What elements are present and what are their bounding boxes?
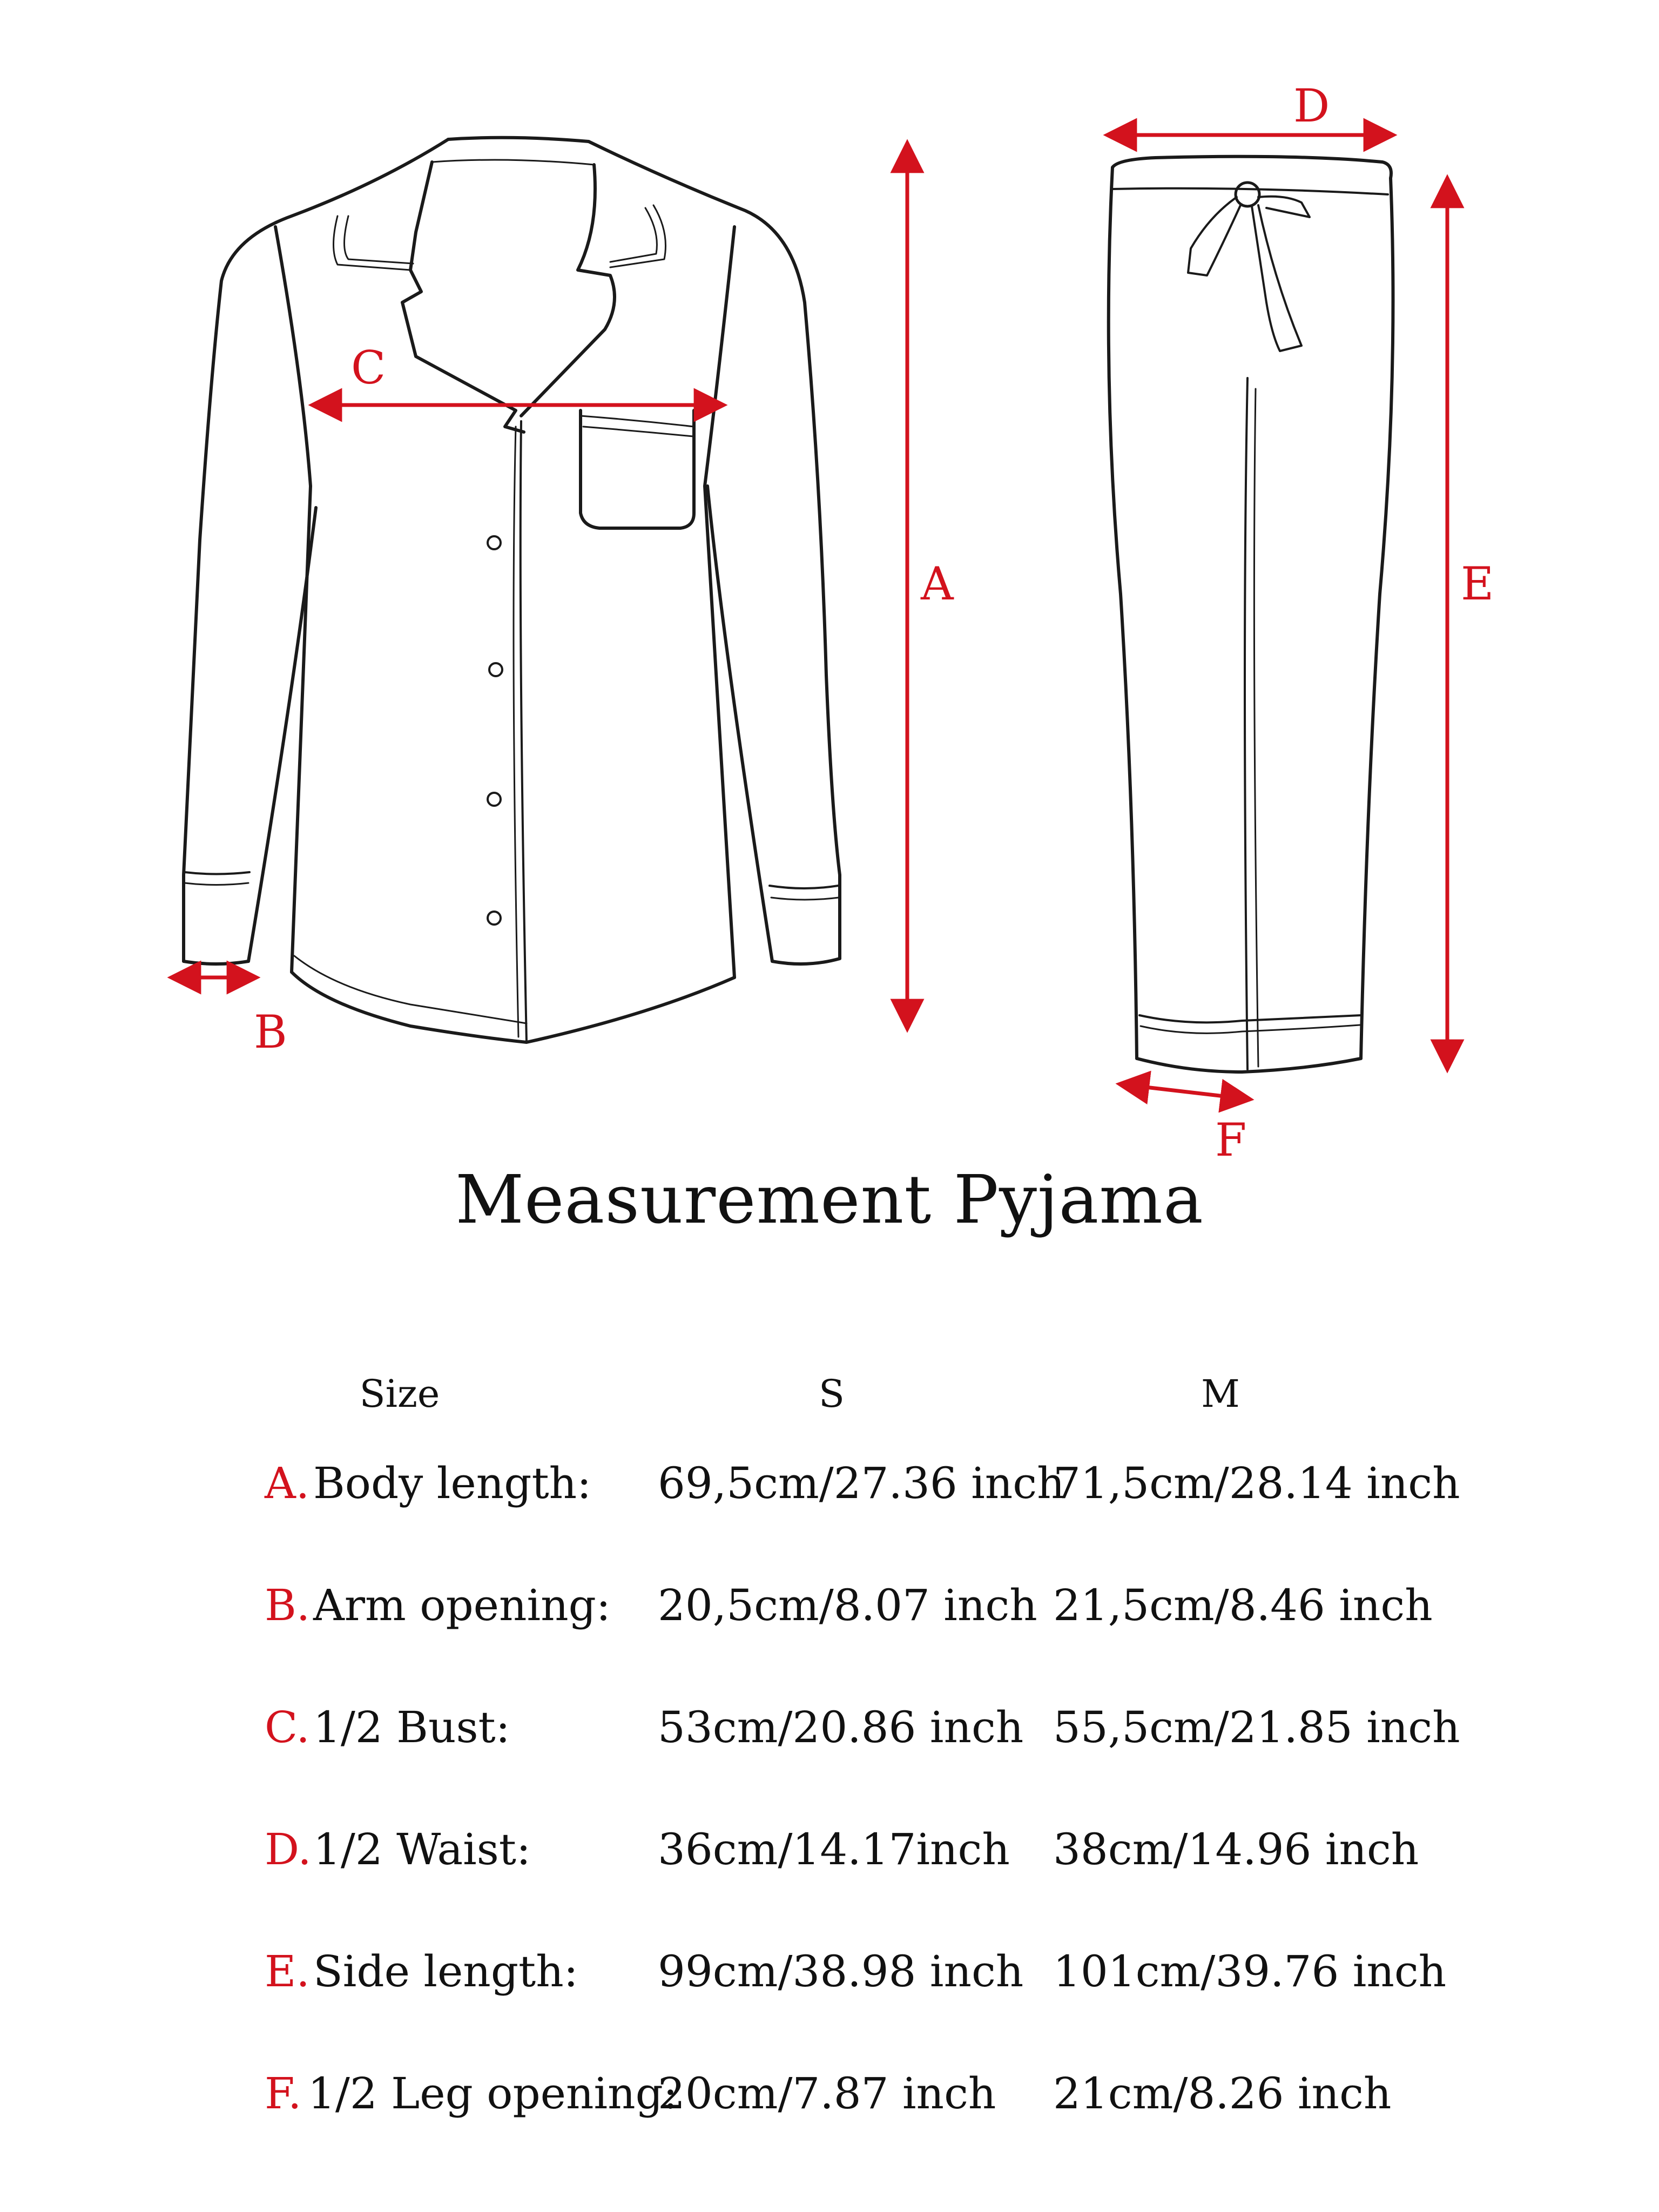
table-row [0,1946,1659,2011]
shirt-button [488,536,501,549]
row-letter: E. [265,1946,310,1997]
label-d: D [1293,79,1330,132]
row-size-s: 99cm/38.98 inch [658,1946,1024,1997]
row-size-s: 53cm/20.86 inch [658,1702,1024,1752]
shirt-button [489,663,502,676]
row-name: Arm opening: [313,1580,611,1630]
row-size-s: 20,5cm/8.07 inch [658,1580,1037,1630]
table-row [0,1580,1659,1645]
row-size-m: 101cm/39.76 inch [1053,1946,1447,1997]
label-c: C [351,341,386,394]
shirt-button [488,912,501,925]
table-row [0,1458,1659,1523]
row-size-s: 36cm/14.17inch [658,1824,1010,1874]
row-size-m: 21,5cm/8.46 inch [1053,1580,1433,1630]
row-letter: C. [265,1702,310,1752]
row-size-m: 38cm/14.96 inch [1053,1824,1419,1874]
table-row [0,1702,1659,1767]
row-name: 1/2 Bust: [313,1702,510,1752]
row-size-m: 55,5cm/21.85 inch [1053,1702,1460,1752]
label-f: F [1215,1114,1247,1166]
row-name: Body length: [313,1458,592,1508]
page-title: Measurement Pyjama [455,1161,1204,1239]
label-e: E [1461,557,1494,610]
header-s: S [819,1372,845,1416]
shirt-button [488,793,501,806]
row-size-s: 69,5cm/27.36 inch [658,1458,1065,1508]
table-row [0,2068,1659,2133]
row-name: Side length: [313,1946,578,1997]
label-b: B [254,1006,287,1058]
row-letter: A. [265,1458,310,1508]
row-size-m: 71,5cm/28.14 inch [1053,1458,1460,1508]
row-size-m: 21cm/8.26 inch [1053,2068,1392,2119]
label-a: A [921,557,954,610]
arrow-f [1122,1084,1247,1099]
row-size-s: 20cm/7.87 inch [658,2068,996,2119]
row-name: 1/2 Waist: [313,1824,531,1874]
shirt-drawing [184,138,840,1042]
table-row [0,1824,1659,1889]
header-size: Size [359,1372,440,1416]
row-name: 1/2 Leg opening: [308,2068,678,2119]
row-letter: F. [265,2068,302,2119]
shirt-buttons [488,536,502,925]
header-m: M [1201,1372,1240,1416]
row-letter: D. [265,1824,312,1874]
row-letter: B. [265,1580,311,1630]
pants-drawing [1109,157,1393,1072]
